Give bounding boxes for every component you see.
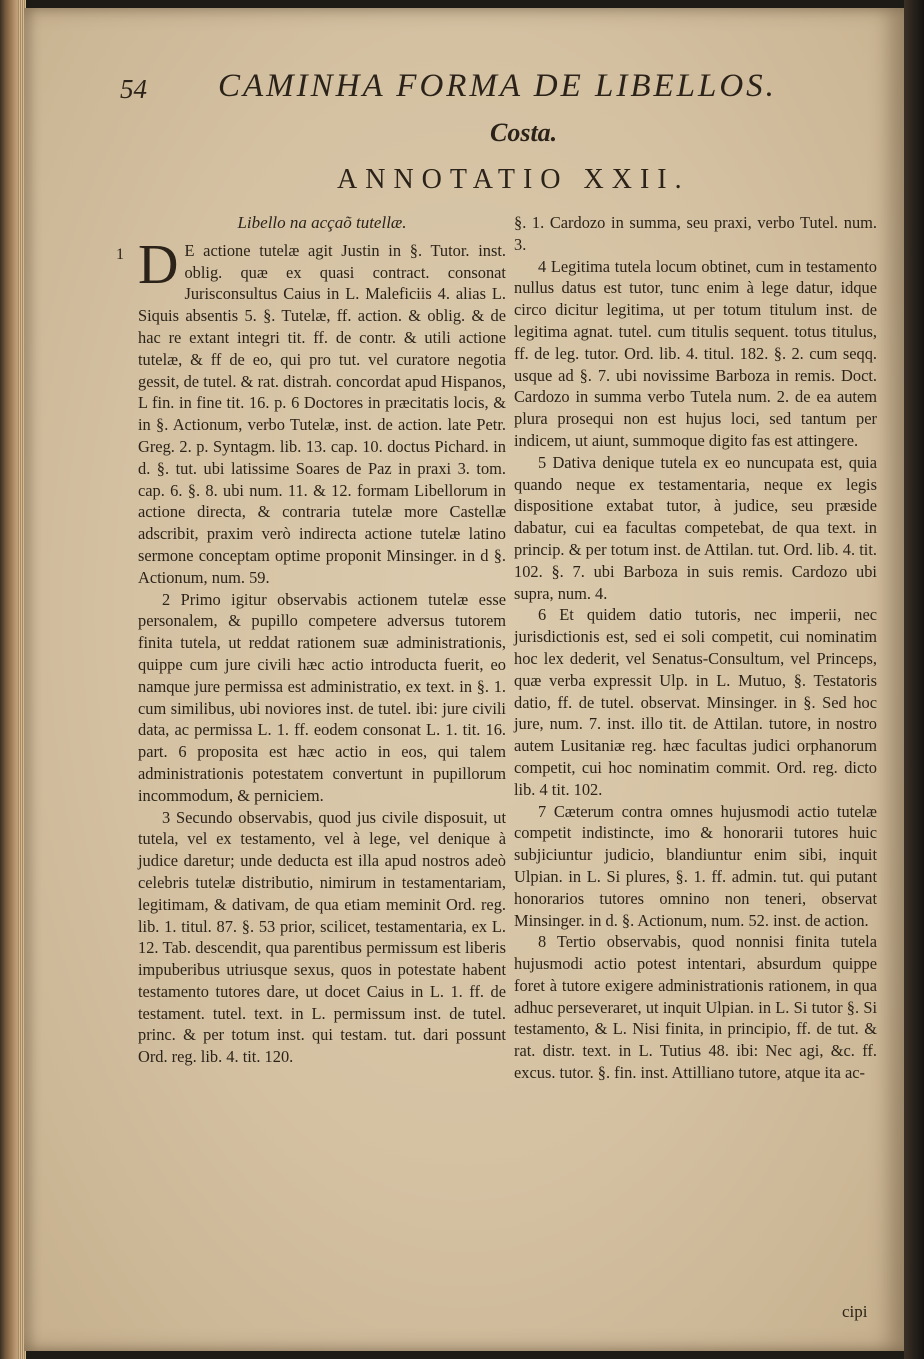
catchword: cipi bbox=[842, 1302, 868, 1321]
binding-shadow bbox=[904, 0, 924, 1359]
left-column bbox=[116, 212, 506, 1068]
paragraph-text: E actione tutelæ agit Justin in §. Tutor. inst. oblig. quæ ex quasi contract. consonat Jurisconsultus Caius in L. Maleficiis 4. alias L. Siquis absentis 5. §. Tutelæ, ff. action. & oblig. & de hac re extant integri tit. ff. de contr. & utili actione tutelæ, & ff de eo, qui pro tut. vel curatore negotia gessit, de tutel. & rat. distrah. concordat apud Hispanos, L fin. in fine tit. 16. p. 6 Doctores in præcitatis locis, & in §. Actionum, verbo Tutelæ, inst. de action. late Petr. Greg. 2. p. Syntagm. lib. 13. cap. 10. doctus Pichard. in d. §. tut. ubi latissime Soares de Paz in praxi 3. tom. cap. 6. §. 8. ubi num. 11. & 12. formam Libellorum in actione directa, & contraria tutelæ more Castellæ adscribit, praxim verò indirecta actione tutelæ latino sermone conceptam optime proponit Minsinger. in d §. Actionum, num. 59. bbox=[138, 240, 506, 587]
running-title: CAMINHA FORMA DE LIBELLOS. bbox=[218, 68, 777, 104]
paragraph-text: §. 1. Cardozo in summa, seu praxi, verbo Tutel. num. 3. bbox=[514, 213, 877, 254]
paragraph-text: 3 Secundo observabis, quod jus civile disposuit, ut tutela, vel ex testamento, vel à lege, vel denique à judice daretur; unde deducta est illa apud nostros adeò celebris tutelæ distributio, nimirum in testamentariam, legitimam, & dativam, de qua etiam meminit Ord. reg. lib. 1. titul. 87. §. 53 prior, scilicet, testamentaria, ex L. 12. Tab. descendit, qua parentibus permissum est liberis impuberibus utriusque sexus, quos in potestate habent testamento tutores dare, ut docet Caius in L. 1. ff. de testament. tutel. text. in L. permissum inst. de tutel. princ. & per totum inst. qui testam. tut. dari possunt Ord. reg. lib. 4. tit. 120. bbox=[138, 807, 506, 1067]
paragraph-text: 4 Legitima tutela locum obtinet, cum in testamento nullus datus est tutor, tunc enim à lege datur, idque circo dicitur legitima, ut per totum titulum inst. de legitima agnat. tutel. cum titulis sequent. totus titulus, ff. de leg. tutor. Ord. lib. 4. titul. 182. §. 2. cum seqq. usque ad §. 7. ubi novissime Barboza in remis. Doct. Cardozo in summa verbo Tutela num. 2. de ea autem plura prosequi non est hujus loci, sed tantum per indicem, ut aiunt, summoque digito fas est attingere. bbox=[514, 256, 877, 450]
first-paragraph bbox=[116, 233, 506, 589]
page-number: 54 bbox=[120, 74, 147, 104]
book-page-edges bbox=[0, 0, 20, 1359]
paragraph-number: 1 bbox=[116, 245, 124, 263]
paragraph-text: 2 Primo igitur observabis actionem tutelæ esse personalem, & pupillo competere adversus tutorem finita tutela, ut reddat rationem suæ administrationis, quippe cum jure civili hæc actio introducta fuerit, eo namque jure permissa est administratio, ex text. in §. 1. cum similibus, ubi noviores inst. de tutel. ibi: jure civili data, ac permissa L. 1. ff. eodem consonat L. 1. tit. 16. part. 6 proposita est hæc actio in eos, qui talem administrationis potestatem convertunt in pupillorum incommodum, & perniciem. bbox=[138, 589, 506, 805]
paragraph-text: 7 Cæterum contra omnes hujusmodi actio tutelæ competit indistincte, imo & honorarii tutores huic subjiciuntur judicio, blandiuntur enim sibi, inquit Ulpian. in L. Si plures, §. 1. ff. admin. tut. qui putant honorarios tutores omnino non teneri, observat Minsinger. in d. §. Actionum, num. 52. inst. de action. bbox=[514, 801, 877, 930]
section-subhead: Costa. bbox=[490, 118, 558, 147]
page-header bbox=[120, 66, 820, 114]
libello-caption: Libello na acçaõ tutellæ. bbox=[237, 213, 407, 232]
paragraph-text: 8 Tertio observabis, quod nonnisi finita tutela hujusmodi actio potest intentari, absurdum quippe foret à tutore exigere administrationis rationem, in qua adhuc perseveraret, ut inquit Ulpian. in L. Si tutor §. Si testamento, & L. Nisi finita, in principio, ff. de tut. & rat. distr. text. in L. Tutius 48. ibi: Nec agi, &c. ff. excus. tutor. §. fin. inst. Attilliano tutore, atque ita ac- bbox=[514, 932, 877, 1083]
drop-cap: D bbox=[138, 233, 179, 296]
paragraph-text: 6 Et quidem datio tutoris, nec imperii, nec jurisdictionis est, sed ei soli competit, cui nominatim hoc lex dederit, vel Senatus-Consultum, vel Princeps, quæ verba expressit Ulp. in L. Mutuo, §. Testatoris datio, ff. de tutel. observat. Minsinger. in §. Sed hoc jure, num. 7. inst. illo tit. de Attilan. tutore, in nostro autem Lusitaniæ reg. hæc facultas judici orphanorum competit, cui hoc nominatim commit. Ord. reg. dicto lib. 4 tit. 102. bbox=[514, 605, 877, 799]
right-column bbox=[514, 212, 877, 1084]
paragraph-text: 5 Dativa denique tutela ex eo nuncupata est, quia quando neque ex testamentaria, neque ex legis dispositione extabat tutor, à judice, seu præside dabatur, cui ea facultas competebat, de qua text. in princip. & per totum inst. de Attilan. tut. Ord. lib. 4. tit. 102. §. 7. ubi Barboza in suis remis. Cardozo ubi supra, num. 4. bbox=[514, 452, 877, 603]
annotation-title: ANNOTATIO XXII. bbox=[337, 164, 690, 195]
